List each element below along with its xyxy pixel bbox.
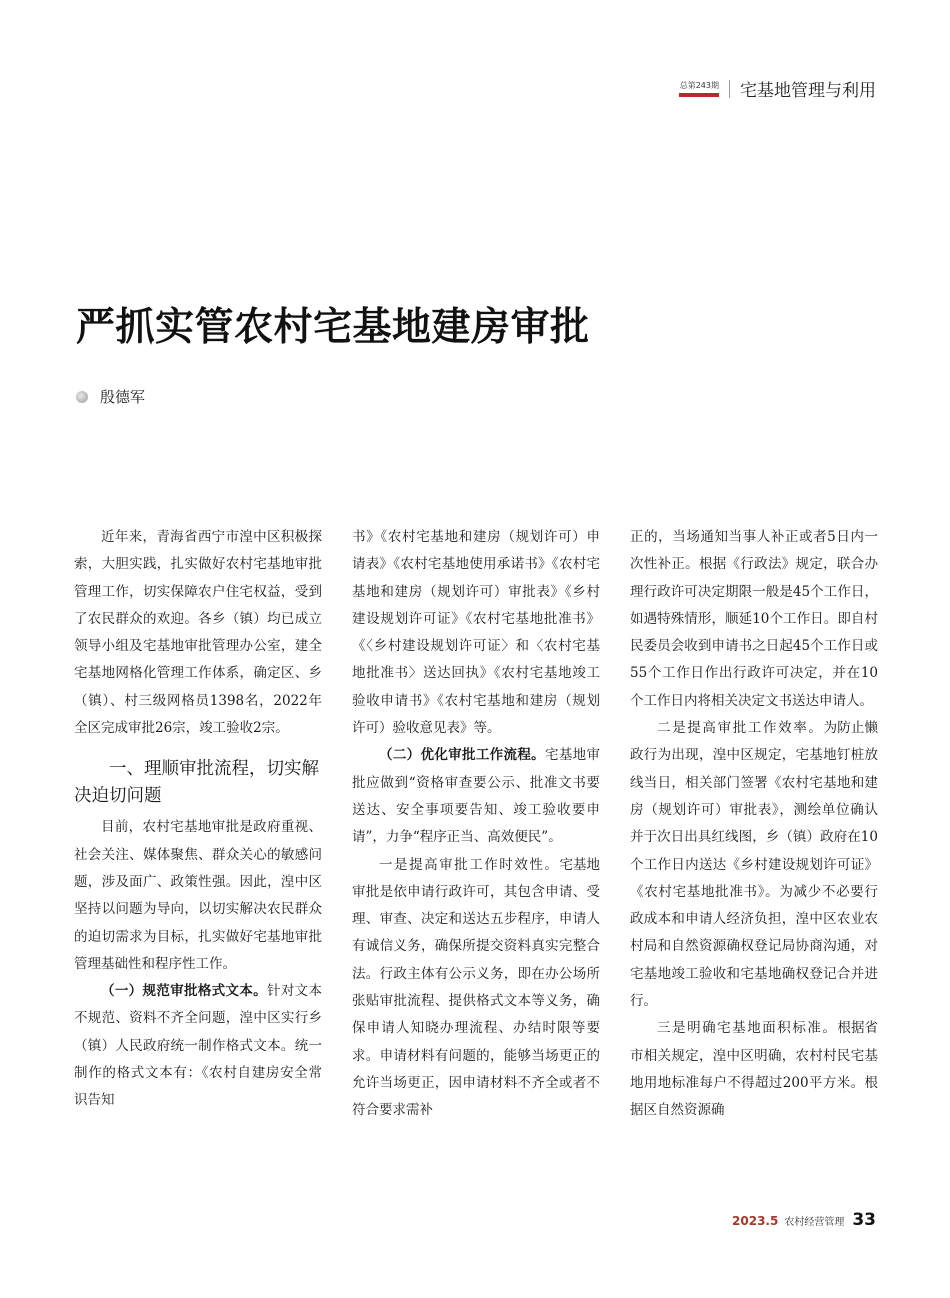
issue-date: 2023.5 <box>732 1214 779 1228</box>
column-3 <box>630 524 878 1125</box>
running-header <box>679 76 876 101</box>
section-title: 宅基地管理与利用 <box>740 81 876 101</box>
subheading-1: （一）规范审批格式文本。 <box>101 983 267 1000</box>
page-footer <box>732 1210 876 1230</box>
paragraph <box>630 1015 878 1124</box>
paragraph <box>352 742 600 851</box>
column-2 <box>352 524 600 1125</box>
lead-phrase: 二是提高审批工作效率。 <box>657 720 824 737</box>
paragraph <box>630 715 878 1015</box>
page-number: 33 <box>852 1210 876 1230</box>
column-1 <box>74 524 322 1115</box>
issue-number: 总第243期 <box>679 80 719 90</box>
bullet-icon <box>76 391 88 403</box>
magazine-name: 农村经营管理 <box>784 1217 845 1228</box>
paragraph-continued: 书》《农村宅基地和建房（规划许可）申请表》《农村宅基地使用承诺书》《农村宅基地和建房（规划许可）审批表》《乡村建设规划许可证》《农村宅基地批准书》《〈乡村建设规划许可证〉和〈农村宅基地批准书〉送达回执》《农村宅基地竣工验收申请书》《农村宅基地和建房（规划许可）验收意见表》等。 <box>352 529 600 737</box>
paragraph-text: 为防止懒政行为出现，湟中区规定，宅基地钉桩放线当日，相关部门签署《农村宅基地和建房（规划许可）审批表》，测绘单位确认并于次日出具红线图，乡（镇）政府在10个工作日内送达《乡村建设规划许可证》《农村宅基地批准书》。为减少不必要行政成本和申请人经济负担，湟中区农业农村局和自然资源确权登记局协商沟通，对宅基地竣工验收和宅基地确权登记合并进行。 <box>630 720 879 1010</box>
intro-paragraph: 近年来，青海省西宁市湟中区积极探索，大胆实践，扎实做好农村宅基地审批管理工作，切实保障农户住宅权益，受到了农民群众的欢迎。各乡（镇）均已成立领导小组及宅基地审批管理办公室，建全宅基地网格化管理工作体系，确定区、乡（镇）、村三级网格员1398名，2022年全区完成审批26宗，竣工验收2宗。 <box>74 529 322 737</box>
issue-badge <box>679 81 719 97</box>
subheading-2-text: 宅基地审批应做到“资格审查要公示、批准文书要送达、安全事项要告知、竣工验收要申请”，力争“程序正当、高效便民”。 <box>352 747 600 846</box>
author-name: 殷德军 <box>100 388 146 406</box>
paragraph <box>352 852 600 1125</box>
paragraph-text: 宅基地审批是依申请行政许可，其包含申请、受理、审查、决定和送达五步程序，申请人有诚信义务，确保所提交资料真实完整合法。行政主体有公示义务，即在办公场所张贴审批流程、提供格式文本等义务，确保申请人知晓办理流程、办结时限等要求。申请材料有问题的，能够当场更正的允许当场更正，因申请材料不齐全或者不符合要求需补 <box>352 856 601 1119</box>
header-divider <box>729 80 730 98</box>
paragraph-continued: 正的，当场通知当事人补正或者5日内一次性补正。根据《行政法》规定，联合办理行政许可决定期限一般是45个工作日，如遇特殊情形，顺延10个工作日。即自村民委员会收到申请书之日起45个工作日或55个工作日作出行政许可决定，并在10个工作日内将相关决定文书送达申请人。 <box>630 529 878 709</box>
paragraph <box>74 978 322 1114</box>
subheading-2: （二）优化审批工作流程。 <box>379 747 545 764</box>
paragraph: 目前，农村宅基地审批是政府重视、社会关注、媒体聚焦、群众关心的敏感问题，涉及面广、政策性强。因此，湟中区坚持以问题为导向，以切实解决农民群众的迫切需求为目标，扎实做好宅基地审批管理基础性和程序性工作。 <box>74 819 322 972</box>
article-title: 严抓实管农村宅基地建房审批 <box>76 305 590 350</box>
paragraph-text: 根据省市相关规定，湟中区明确，农村村民宅基地用地标准每户不得超过200平方米。根据区自然资源确 <box>630 1020 879 1119</box>
subheading-1-text: 针对文本不规范、资料不齐全问题，湟中区实行乡（镇）人民政府统一制作格式文本。统一制作的格式文本有：《农村自建房安全常识告知 <box>74 983 322 1109</box>
lead-phrase: 三是明确宅基地面积标准。 <box>657 1020 838 1037</box>
issue-color-bar <box>679 93 719 97</box>
section-heading-1: 一、理顺审批流程，切实解决迫切问题 <box>74 759 319 807</box>
lead-phrase: 一是提高审批工作时效性。 <box>379 856 560 873</box>
byline <box>76 386 145 407</box>
